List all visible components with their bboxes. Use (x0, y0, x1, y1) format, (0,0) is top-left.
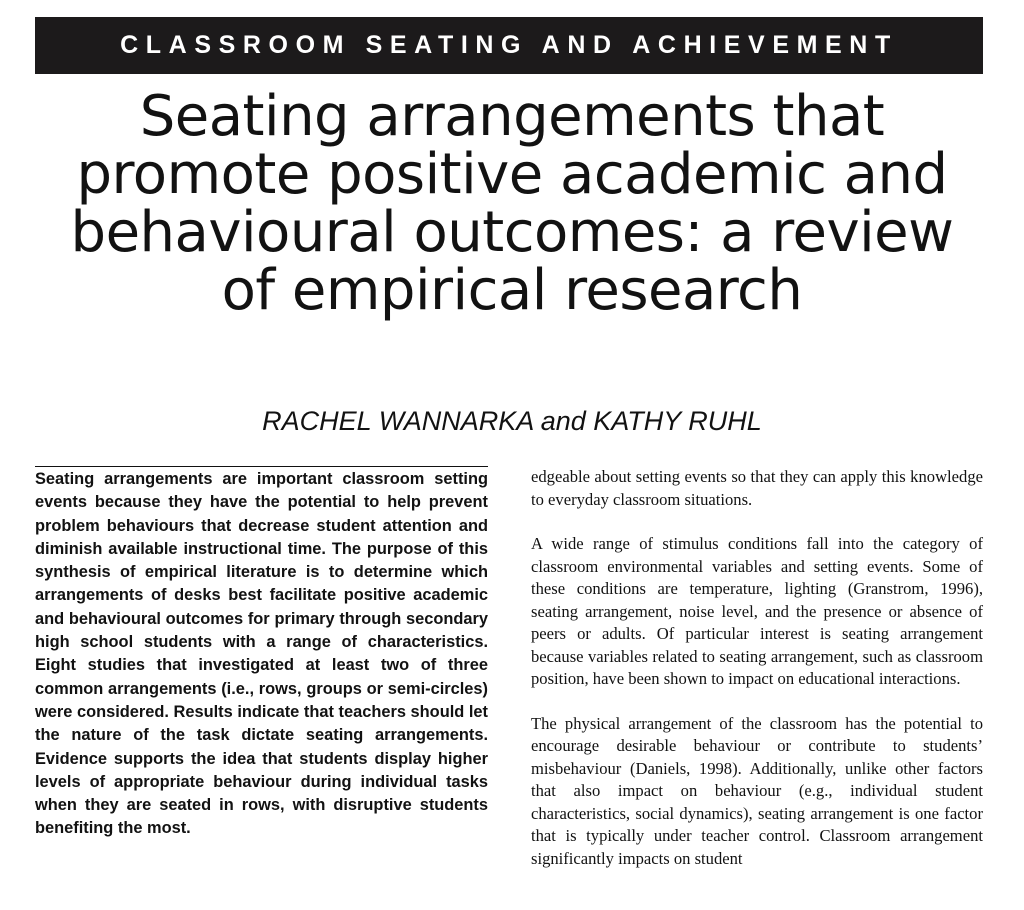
title-line: of empirical research (221, 258, 803, 323)
body-paragraph: The physical arrangement of the classroom has the potential to encourage desirable behaviour or contribute to students’ misbehaviour (Daniels, 1998). Additionally, unlike other factors that also impact on behaviour (e.g., individual student characteristics, social dynamics), seating arrangement is one factor that is typically under teacher control. Classroom arrangement significantly impacts on student (531, 713, 983, 868)
article-authors: RACHEL WANNARKA and KATHY RUHL (262, 406, 762, 436)
section-banner: CLASSROOM SEATING AND ACHIEVEMENT (35, 17, 983, 74)
abstract-divider (35, 466, 488, 467)
title-line: behavioural outcomes: a review (70, 200, 954, 265)
body-paragraph: A wide range of stimulus conditions fall into the category of classroom environmental variables and setting events. Some of these conditions are temperature, lighting (Granstrom, 1996), seating arrangement, noise level, and the presence or absence of peers or adults. Of particular interest is seating arrangement because variables related to seating arrangement, such as classroom position, have been shown to impact on educational interactions. (531, 534, 983, 688)
abstract: Seating arrangements are important classroom setting events because they have the potential to help prevent problem behaviours that decrease student attention and diminish available instructional time. The purpose of this synthesis of empirical literature is to determine which arrangements of desks best facilitate positive academic and behavioural outcomes for primary through secondary high school students with a range of characteristics. Eight studies that investigated at least two of three common arrangements (i.e., rows, groups or semi-circles) were considered. Results indicate that teachers should let the nature of the task dictate seating arrangements. Evidence supports the idea that students display higher levels of appropriate behaviour during individual tasks when they are seated in rows, with disruptive students benefiting the most. (35, 470, 488, 838)
body-paragraph: edgeable about setting events so that they can apply this knowledge to everyday classroom situations. (531, 467, 983, 509)
title-line: Seating arrangements that (139, 84, 885, 149)
title-line: promote positive academic and (76, 142, 948, 207)
body-column (531, 466, 983, 870)
article-title (0, 84, 1024, 323)
